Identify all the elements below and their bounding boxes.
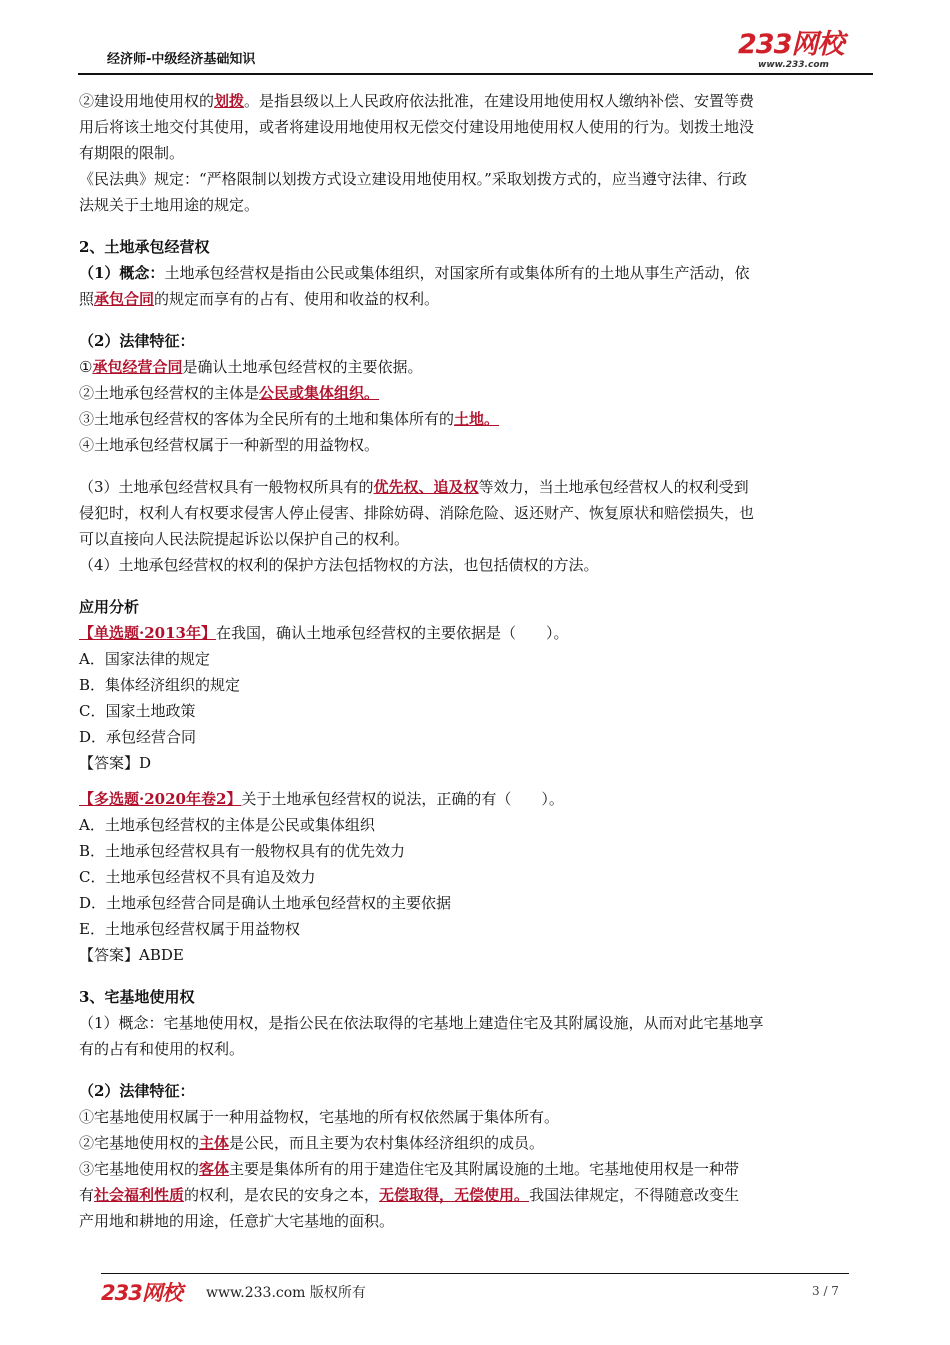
paragraph: 有期限的限制。 bbox=[79, 144, 185, 162]
page-content bbox=[79, 88, 874, 1234]
paragraph: 法规关于土地用途的规定。 bbox=[79, 196, 260, 214]
question-option: A．土地承包经营权的主体是公民或集体组织 bbox=[79, 816, 375, 834]
section-heading: 3、宅基地使用权 bbox=[79, 988, 195, 1006]
question-tag: 【多选题·2020年卷2】 bbox=[79, 790, 242, 808]
brand-logo-url: www.233.com bbox=[758, 60, 829, 70]
question-answer: 【答案】ABDE bbox=[79, 946, 184, 964]
header-divider bbox=[78, 73, 873, 75]
paragraph: 《民法典》规定：“严格限制以划拨方式设立建设用地使用权。”采取划拨方式的，应当遵守法律、行政 bbox=[79, 170, 747, 188]
list-item: ②土地承包经营权的主体是公民或集体组织。 bbox=[79, 384, 380, 402]
document-header-title: 经济师-中级经济基础知识 bbox=[107, 52, 256, 67]
list-item: ②宅基地使用权的主体是公民，而且主要为农村集体经济组织的成员。 bbox=[79, 1134, 545, 1152]
question-stem: 【单选题·2013年】在我国，确认土地承包经营权的主要依据是（ ）。 bbox=[79, 624, 569, 642]
paragraph: 照承包合同的规定而享有的占有、使用和收益的权利。 bbox=[79, 290, 440, 308]
paragraph: 可以直接向人民法院提起诉讼以保护自己的权利。 bbox=[79, 530, 410, 548]
footer-divider bbox=[101, 1273, 849, 1274]
section-heading: 应用分析 bbox=[79, 598, 140, 616]
brand-logo bbox=[738, 30, 863, 74]
paragraph: （1）概念：宅基地使用权，是指公民在依法取得的宅基地上建造住宅及其附属设施，从而对此宅基地享 bbox=[79, 1014, 764, 1032]
paragraph: （3）土地承包经营权具有一般物权所具有的优先权、追及权等效力，当土地承包经营权人的权利受到 bbox=[79, 478, 749, 496]
paragraph: （4）土地承包经营权的权利的保护方法包括物权的方法，也包括债权的方法。 bbox=[79, 556, 599, 574]
keyword-highlight: 划拨 bbox=[214, 92, 245, 110]
section-heading: 2、土地承包经营权 bbox=[79, 238, 210, 256]
question-answer: 【答案】D bbox=[79, 754, 152, 772]
list-item: ④土地承包经营权属于一种新型的用益物权。 bbox=[79, 436, 380, 454]
question-stem: 【多选题·2020年卷2】关于土地承包经营权的说法，正确的有（ ）。 bbox=[79, 790, 564, 808]
question-option: D．承包经营合同 bbox=[79, 728, 197, 746]
list-item: ①承包经营合同是确认土地承包经营权的主要依据。 bbox=[79, 358, 423, 376]
footer-copyright: www.233.com 版权所有 bbox=[206, 1285, 366, 1301]
question-option: B．集体经济组织的规定 bbox=[79, 676, 241, 694]
list-item: ③土地承包经营权的客体为全民所有的土地和集体所有的土地。 bbox=[79, 410, 500, 428]
list-item: ①宅基地使用权属于一种用益物权，宅基地的所有权依然属于集体所有。 bbox=[79, 1108, 560, 1126]
question-option: A．国家法律的规定 bbox=[79, 650, 210, 668]
footer-logo: 233网校 bbox=[101, 1281, 182, 1305]
keyword-highlight: 承包经营合同 bbox=[92, 358, 183, 376]
keyword-highlight: 客体 bbox=[199, 1160, 230, 1178]
question-option: C．国家土地政策 bbox=[79, 702, 196, 720]
question-option: C．土地承包经营权不具有追及效力 bbox=[79, 868, 316, 886]
question-tag: 【单选题·2013年】 bbox=[79, 624, 216, 642]
paragraph: 侵犯时，权利人有权要求侵害人停止侵害、排除妨碍、消除危险、返还财产、恢复原状和赔偿损失，也 bbox=[79, 504, 755, 522]
paragraph: 有的占有和使用的权利。 bbox=[79, 1040, 245, 1058]
keyword-highlight: 公民或集体组织。 bbox=[259, 384, 380, 402]
keyword-highlight: 无偿取得，无偿使用。 bbox=[379, 1186, 530, 1204]
keyword-highlight: 社会福利性质 bbox=[94, 1186, 185, 1204]
paragraph: （1）概念：土地承包经营权是指由公民或集体组织，对国家所有或集体所有的土地从事生产活动，依 bbox=[79, 264, 750, 282]
keyword-highlight: 承包合同 bbox=[94, 290, 155, 308]
keyword-highlight: 主体 bbox=[199, 1134, 230, 1152]
keyword-highlight: 土地。 bbox=[454, 410, 500, 428]
subsection-heading: （2）法律特征： bbox=[79, 1082, 195, 1100]
page-number: 3 / 7 bbox=[812, 1284, 839, 1298]
list-item: ③宅基地使用权的客体主要是集体所有的用于建造住宅及其附属设施的土地。宅基地使用权是一种带 bbox=[79, 1160, 740, 1178]
keyword-highlight: 优先权、追及权 bbox=[373, 478, 479, 496]
list-item: 产用地和耕地的用途，任意扩大宅基地的面积。 bbox=[79, 1212, 395, 1230]
paragraph: ②建设用地使用权的划拨。是指县级以上人民政府依法批准，在建设用地使用权人缴纳补偿、安置等费 bbox=[79, 92, 755, 110]
list-item: 有社会福利性质的权利，是农民的安身之本，无偿取得，无偿使用。我国法律规定，不得随意改变生 bbox=[79, 1186, 740, 1204]
question-option: B．土地承包经营权具有一般物权具有的优先效力 bbox=[79, 842, 406, 860]
question-option: D．土地承包经营合同是确认土地承包经营权的主要依据 bbox=[79, 894, 452, 912]
brand-logo-text: 233网校 bbox=[738, 29, 844, 60]
subsection-heading: （2）法律特征： bbox=[79, 332, 195, 350]
paragraph: 用后将该土地交付其使用，或者将建设用地使用权无偿交付建设用地使用权人使用的行为。划拨土地没 bbox=[79, 118, 755, 136]
question-option: E．土地承包经营权属于用益物权 bbox=[79, 920, 300, 938]
